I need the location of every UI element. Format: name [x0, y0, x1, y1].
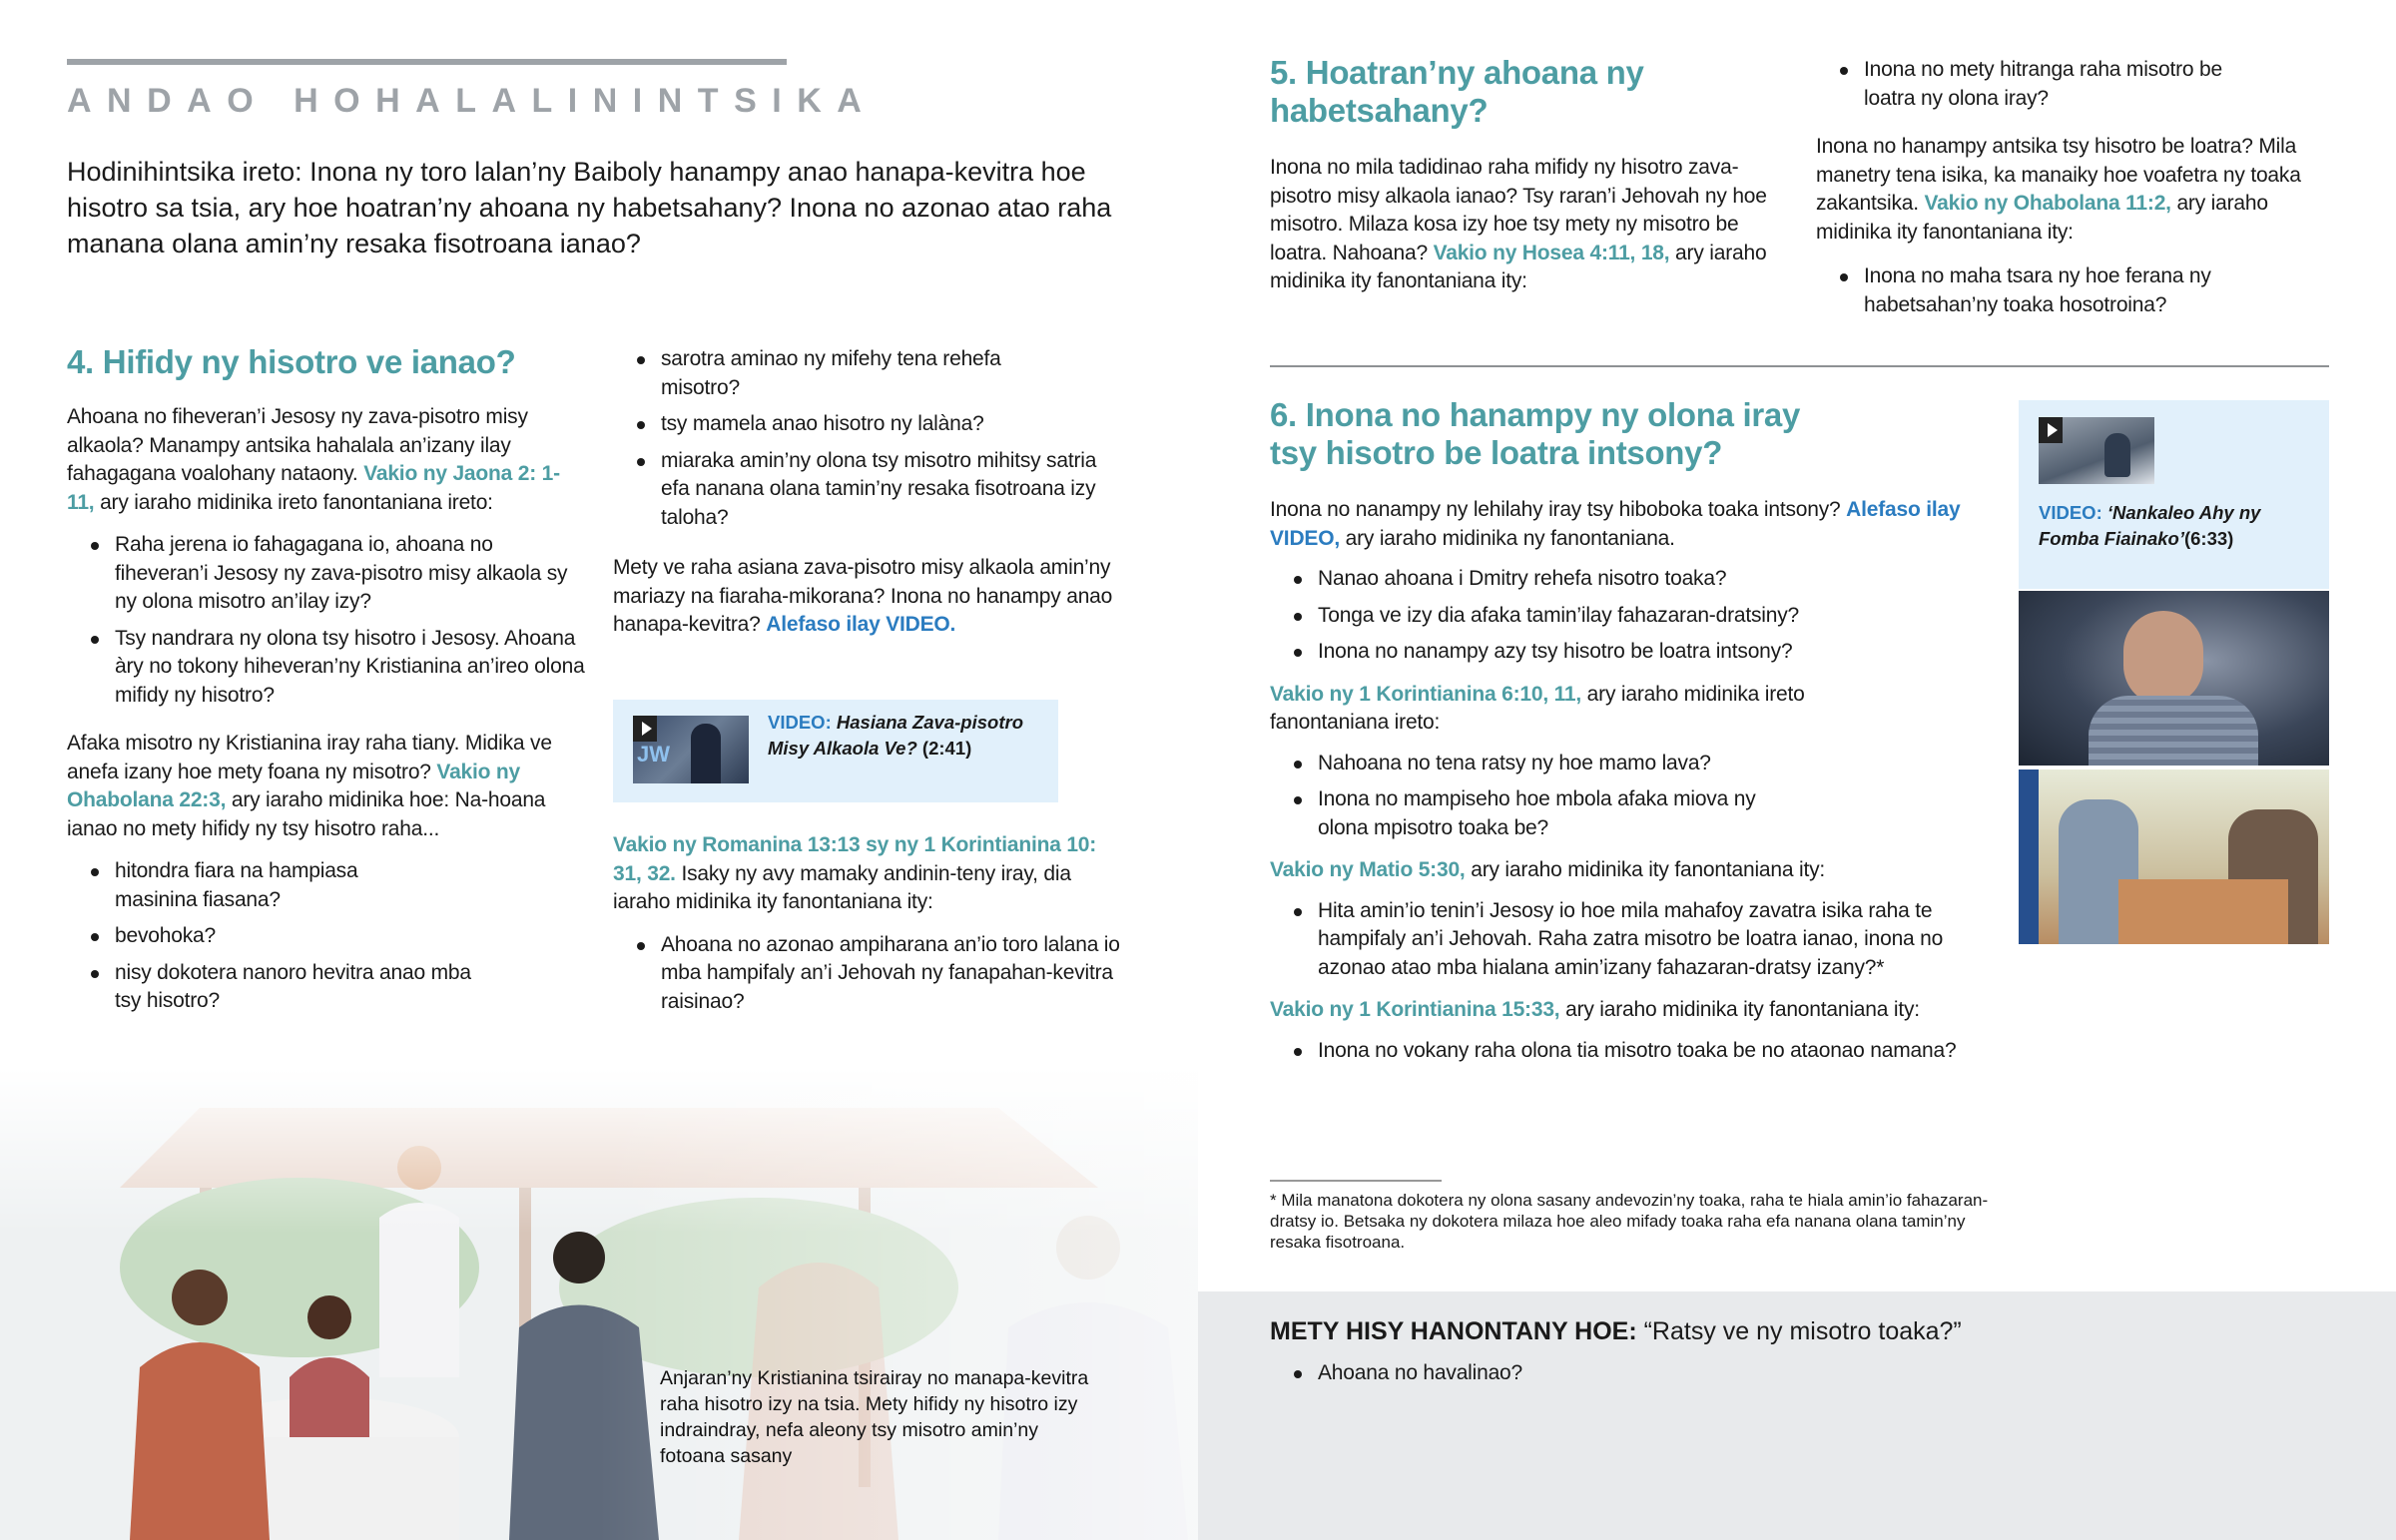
text: Mety ve raha asiana zava-pisotro misy alkaola amin’ny mariazy na fiaraha-mikorana? Inona no hanampy anao hanapa-kevitra? [613, 556, 1113, 636]
s5-bullets-1 [1816, 56, 2335, 113]
video-name: ‘Nankaleo Ahy ny Fomba Fiainako’ [2039, 502, 2261, 549]
section-4-column-2b [613, 831, 1120, 1024]
scripture-link[interactable]: Vakio ny Ohabolana 22:3, [67, 760, 521, 811]
s4-paragraph-3 [613, 554, 1120, 640]
s4-paragraph-2 [67, 730, 586, 843]
section-kicker: ANDAO HOHALALININTSIKA [67, 82, 878, 120]
scripture-link[interactable]: Vakio ny Romanina 13:13 sy ny 1 Korintianina 10: 31, 32. [613, 833, 1097, 885]
face-shape [2123, 611, 2203, 706]
s5-paragraph-1 [1270, 154, 1769, 296]
s6-bullets-4 [1270, 1037, 2009, 1066]
scripture-link[interactable]: Vakio ny 1 Korintianina 6:10, 11, [1270, 682, 1582, 706]
presenter-figure [691, 724, 721, 783]
extra-label: METY HISY HANONTANY HOE: [1270, 1317, 1637, 1345]
man-figure [2104, 433, 2130, 477]
list-item: hitondra fiara na hampiasa masinina fiasana? [67, 857, 586, 914]
list-item: Inona no vokany raha olona tia misotro toaka be no ataonao namana? [1270, 1037, 2009, 1066]
section-5-column-2 [1816, 56, 2335, 327]
text: ary iaraho midinika ity fanontaniana ity: [1816, 192, 2268, 244]
section-divider [1270, 365, 2329, 367]
video-thumbnail[interactable] [2039, 417, 2154, 484]
text: Afaka misotro ny Kristianina iray raha tiany. Midika ve anefa izany hoe mety foana ny misotro? [67, 732, 552, 783]
illustration-image [0, 1068, 1198, 1540]
section-4-column-1 [67, 343, 586, 1024]
s5-bullets-2 [1816, 262, 2335, 319]
s6-paragraph-1 [1270, 496, 2009, 553]
video-label: VIDEO: [768, 712, 832, 733]
curtain [2019, 770, 2039, 944]
illustration-caption: Anjaran’ny Kristianina tsirairay no manapa-kevitra raha hisotro izy na tsia. Mety hifidy ny hisotro izy indraindray, nefa aleony tsy misotro amin’ny fotoana sasany [660, 1367, 1089, 1467]
section-5-title: 5. Hoatran’ny ahoana ny habetsahany? [1270, 54, 1644, 129]
scripture-link[interactable]: Vakio ny 1 Korintianina 15:33, [1270, 998, 1560, 1021]
sweater-shape [2089, 696, 2258, 766]
list-item: bevohoka? [67, 922, 586, 951]
text: ary iaraho midinika ity fanontaniana ity: [1465, 858, 1826, 881]
play-video-link[interactable]: Alefaso ilay VIDEO, [1270, 498, 1961, 550]
text: ary iaraho midinika ity fanontaniana ity: [1270, 241, 1767, 292]
s6-bullets-2 [1270, 750, 2009, 843]
jw-logo: JW [637, 742, 670, 767]
s4-bullets-4 [613, 931, 1120, 1017]
s6-bullets-1 [1270, 565, 2009, 667]
video-title [2039, 500, 2318, 552]
list-item: Inona no mety hitranga raha misotro be loatra ny olona iray? [1816, 56, 2335, 113]
extra-quote: “Ratsy ve ny misotro toaka?” [1643, 1317, 1962, 1345]
section-4-title: 4. Hifidy ny hisotro ve ianao? [67, 343, 516, 380]
video-duration: (6:33) [2183, 528, 2234, 549]
list-item: Tsy nandrara ny olona tsy hisotro i Jesosy. Ahoana àry no tokony hiheveran’ny Kristianina an’ireo olona mifidy ny hisotro? [67, 625, 586, 711]
text: ary iaraho midinika hoe: Na-hoana ianao no mety hifidy ny tsy hisotro raha... [67, 788, 546, 840]
list-item: Nahoana no tena ratsy ny hoe mamo lava? [1270, 750, 2009, 778]
video-thumbnail[interactable] [633, 716, 749, 783]
text: Ahoana no fiheveran’i Jesosy ny zava-pisotro misy alkaola? Manampy antsika hahalala an’izany ilay fahagagana voalohany nataony. [67, 405, 528, 485]
play-icon [633, 716, 657, 742]
s6-paragraph-4 [1270, 996, 2009, 1025]
list-item: nisy dokotera nanoro hevitra anao mba tsy hisotro? [67, 959, 586, 1016]
extra-question [1270, 1315, 1962, 1347]
list-item: Inona no nanampy azy tsy hisotro be loatra intsony? [1270, 638, 2009, 667]
text: ary iaraho midinika ireto fanontaniana ireto: [1270, 682, 1805, 734]
table-shape [2118, 879, 2288, 944]
list-item: Inona no mampiseho hoe mbola afaka miova ny olona mpisotro toaka be? [1270, 785, 2009, 842]
scripture-link[interactable]: Vakio ny Hosea 4:11, 18, [1433, 241, 1670, 264]
scripture-link[interactable]: Vakio ny Ohabolana 11:2, [1924, 192, 2171, 215]
s6-bullets-3 [1270, 897, 2009, 983]
text: ary iaraho midinika ireto fanontaniana ireto: [94, 490, 493, 514]
text: Isaky ny avy mamaky andinin-teny iray, dia iaraho midinika ity fanontaniana ity: [613, 861, 1071, 913]
photo-man-drinking [2019, 591, 2329, 766]
video-card-1[interactable] [613, 700, 1058, 802]
footnote: * Mila manatona dokotera ny olona sasany andevozin’ny toaka, raha te hiala amin’io fahazaran-dratsy io. Betsaka ny dokotera milaza hoe aleo mifady toaka raha efa nanana olana tamin’ny resaka fisotroana. [1270, 1191, 1989, 1252]
s5-paragraph-2 [1816, 133, 2335, 247]
scripture-link[interactable]: Vakio ny Matio 5:30, [1270, 858, 1466, 881]
list-item: Nanao ahoana i Dmitry rehefa nisotro toaka? [1270, 565, 2009, 594]
list-item: Ahoana no azonao ampiharana an’io toro lalana io mba hampifaly an’i Jehovah ny fanapahan-kevitra raisinao? [613, 931, 1120, 1017]
section-4-column-2 [613, 345, 1120, 640]
footnote-rule [1270, 1180, 1442, 1182]
text: Inona no nanampy ny lehilahy iray tsy hiboboka toaka intsony? [1270, 498, 1847, 521]
header-rule [67, 59, 787, 65]
play-icon [2039, 417, 2063, 443]
text: ary iaraho midinika ny fanontaniana. [1339, 526, 1675, 550]
list-item: Inona no maha tsara ny hoe ferana ny habetsahan’ny toaka hosotroina? [1816, 262, 2335, 319]
section-6-title: 6. Inona no hanampy ny olona iray tsy hisotro be loatra intsony? [1270, 396, 1801, 471]
text: ary iaraho midinika ity fanontaniana ity: [1559, 998, 1920, 1021]
list-item: Ahoana no havalinao? [1270, 1359, 1969, 1388]
s4-bullets-3 [613, 345, 1120, 532]
section-5-column-1 [1270, 54, 1769, 296]
list-item: sarotra aminao ny mifehy tena rehefa misotro? [613, 345, 1120, 402]
restaurant-illustration [0, 1068, 1198, 1540]
s4-bullets-2 [67, 857, 586, 1016]
video-name: Hasiana Zava-pisotro Misy Alkaola Ve? [768, 712, 1023, 759]
extra-question-panel [1198, 1291, 2396, 1540]
list-item: Raha jerena io fahagagana io, ahoana no fiheveran’i Jesosy ny zava-pisotro misy alkaola sy ny olona misotro an’ilay izy? [67, 531, 586, 617]
s4-paragraph-4 [613, 831, 1120, 917]
s4-bullets-1 [67, 531, 586, 710]
s6-paragraph-3 [1270, 856, 2009, 885]
extra-bullets [1270, 1359, 1969, 1396]
scripture-link[interactable]: Vakio ny Jaona 2: 1-11, [67, 462, 560, 514]
video-card-2[interactable] [2019, 400, 2329, 589]
video-duration: (2:41) [921, 738, 972, 759]
s4-paragraph-1 [67, 403, 586, 517]
list-item: tsy mamela anao hisotro ny lalàna? [613, 410, 1120, 439]
text: Inona no hanampy antsika tsy hisotro be loatra? Mila manetry tena isika, ka manaiky hoe voafetra ny toaka zakantsika. [1816, 135, 2301, 215]
intro-text: Hodinihintsika ireto: Inona ny toro lalan’ny Baiboly hanampy anao hanapa-kevitra hoe hisotro sa tsia, ary hoe hoatran’ny ahoana ny habetsahany? Inona no azonao atao raha manana olana amin’ny resaka fisotroana ianao? [67, 157, 1112, 258]
list-item: Tonga ve izy dia afaka tamin’ilay fahazaran-dratsiny? [1270, 602, 2009, 631]
photo-family-studying [2019, 770, 2329, 944]
text: Inona no mila tadidinao raha mifidy ny hisotro zava-pisotro misy alkaola ianao? Tsy raran’i Jehovah ny hoe misotro. Milaza kosa izy hoe tsy mety ny misotro be loatra. Nahoana? [1270, 156, 1767, 264]
s6-paragraph-2 [1270, 681, 2009, 738]
list-item: miaraka amin’ny olona tsy misotro mihitsy satria efa nanana olana tamin’ny resaka fisotroana izy taloha? [613, 447, 1120, 533]
video-label: VIDEO: [2039, 502, 2102, 523]
list-item: Hita amin’io tenin’i Jesosy io hoe mila mahafoy zavatra isika raha te hampifaly an’i Jehovah. Raha zatra misotro be loatra ianao, inona no azonao atao mba hialana amin’izany fahazaran-dratsy izany?* [1270, 897, 2009, 983]
section-6 [1270, 396, 2009, 1073]
play-video-link[interactable]: Alefaso ilay VIDEO. [766, 613, 956, 636]
video-title [768, 710, 1047, 762]
